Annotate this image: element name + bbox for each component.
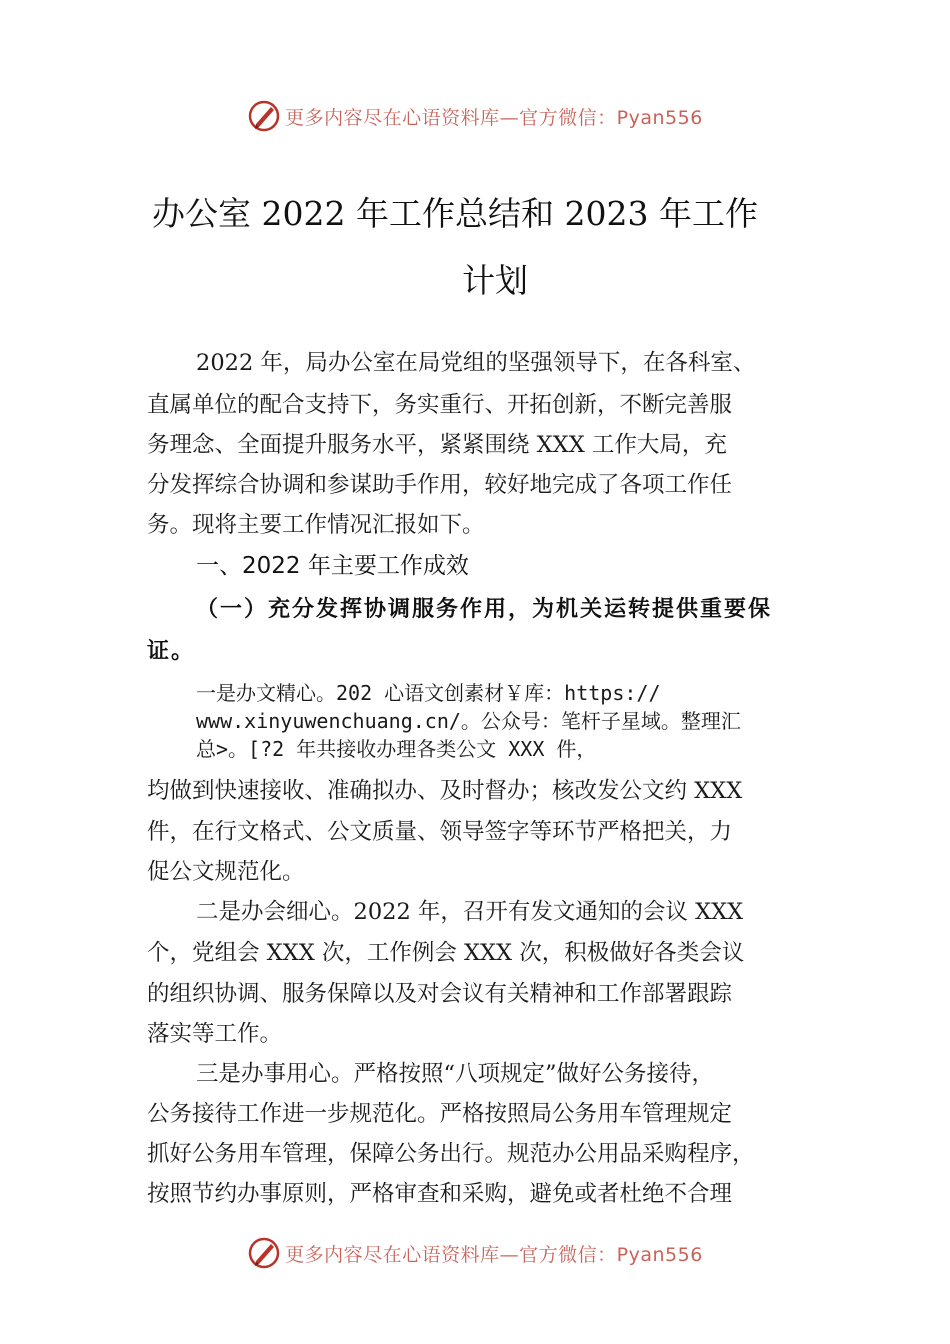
paragraph-line: 二是办会细心。2022 年，召开有发文通知的会议 XXX	[196, 899, 744, 925]
paragraph-line: 均做到快速接收、准确拟办、及时督办；核改发公文约 XXX	[147, 778, 743, 804]
document-title-line-2: 计划	[462, 261, 528, 300]
banner-text: 更多内容尽在心语资料库—官方微信：Pyan556	[285, 1243, 703, 1266]
banner-text: 更多内容尽在心语资料库—官方微信：Pyan556	[285, 106, 703, 129]
paragraph-line: 2022 年，局办公室在局党组的坚强领导下，在各科室、	[196, 350, 756, 376]
paragraph-line: 抓好公务用车管理，保障公务出行。规范办公用品采购程序，	[147, 1141, 755, 1167]
subsection-heading-line: （一）充分发挥协调服务作用，为机关运转提供重要保	[196, 596, 773, 622]
item-line: 总>。[?2 年共接收办理各类公文 XXX 件，	[196, 737, 597, 761]
pen-logo-icon	[247, 99, 281, 133]
item-line: 一是办文精心。202 心语文创素材￥库：https://	[196, 681, 661, 705]
paragraph-line: 落实等工作。	[147, 1021, 283, 1047]
paragraph-line: 的组织协调、服务保障以及对会议有关精神和工作部署跟踪	[147, 981, 733, 1007]
paragraph-line: 个，党组会 XXX 次，工作例会 XXX 次，积极做好各类会议	[147, 940, 745, 966]
section-heading: 一、2022 年主要工作成效	[196, 553, 469, 579]
paragraph-line: 三是办事用心。严格按照“八项规定”做好公务接待，	[196, 1061, 715, 1087]
paragraph-line: 按照节约办事原则，严格审查和采购，避免或者杜绝不合理	[147, 1181, 733, 1207]
footer-banner	[0, 1233, 950, 1273]
item-line: www.xinyuwenchuang.cn/。公众号：笔杆子星域。整理汇	[196, 709, 741, 733]
pen-logo-icon	[247, 1236, 281, 1270]
paragraph-line: 公务接待工作进一步规范化。严格按照局公务用车管理规定	[147, 1101, 733, 1127]
header-banner	[0, 96, 950, 136]
paragraph-line: 务。现将主要工作情况汇报如下。	[147, 512, 485, 538]
document-title-line-1: 办公室 2022 年工作总结和 2023 年工作	[152, 194, 758, 233]
paragraph-line: 直属单位的配合支持下，务实重行、开拓创新，不断完善服	[147, 392, 733, 418]
paragraph-line: 促公文规范化。	[147, 859, 305, 885]
subsection-heading-line: 证。	[147, 638, 196, 664]
paragraph-line: 件，在行文格式、公文质量、领导签字等环节严格把关，力	[147, 819, 733, 845]
paragraph-line: 务理念、全面提升服务水平，紧紧围绕 XXX 工作大局，充	[147, 432, 727, 458]
paragraph-line: 分发挥综合协调和参谋助手作用，较好地完成了各项工作任	[147, 472, 733, 498]
